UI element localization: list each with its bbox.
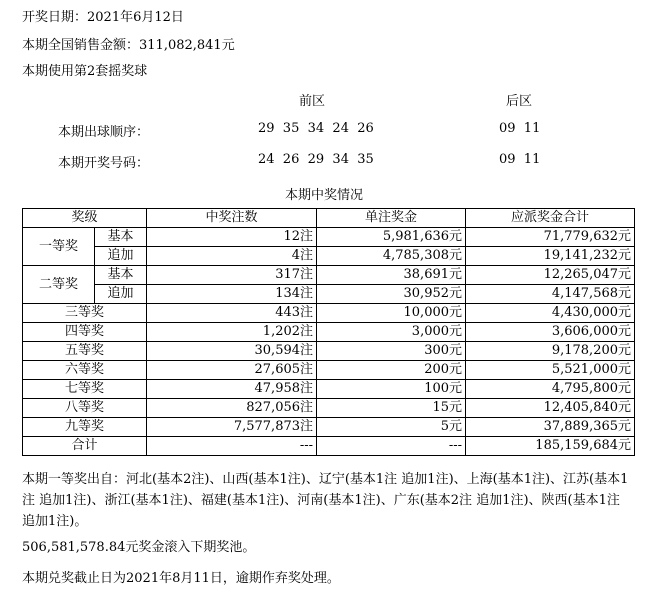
table-row	[23, 361, 635, 380]
table-header-row	[23, 209, 635, 228]
total-cell: 5,521,000元	[466, 361, 635, 380]
total-cell: 19,141,232元	[466, 247, 635, 266]
table-row	[23, 304, 635, 323]
table-sum-row	[23, 437, 635, 456]
sales-amount: 本期全国销售金额：311,082,841元	[22, 38, 235, 53]
count-cell: 7,577,873注	[147, 418, 317, 437]
back-zone-label: 后区	[506, 94, 533, 109]
prize-cell: 5元	[317, 418, 466, 437]
count-cell: ---	[147, 437, 317, 456]
count-cell: 1,202注	[147, 323, 317, 342]
count-cell: 27,605注	[147, 361, 317, 380]
draw-order-label: 本期出球顺序：	[58, 125, 150, 140]
header-prize: 单注奖金	[317, 209, 466, 228]
ball-set: 本期使用第2套摇奖球	[22, 64, 148, 79]
total-cell: 37,889,365元	[466, 418, 635, 437]
total-cell: 12,265,047元	[466, 266, 635, 285]
total-cell: 4,147,568元	[466, 285, 635, 304]
sub-level: 追加	[95, 247, 147, 266]
draw-order-back: 09 11	[499, 121, 541, 136]
prize-cell: 100元	[317, 380, 466, 399]
prize-cell: 10,000元	[317, 304, 466, 323]
count-cell: 4注	[147, 247, 317, 266]
first-prize-winners-note: 本期一等奖出自：河北(基本2注)、山西(基本1注)、辽宁(基本1注 追加1注)、上海(基本1注)、江苏(基本1注 追加1注)、浙江(基本1注)、福建(基本1注)、河南(基本1注)、广东(基本2注 追加1注)、陕西(基本1注 追加1注)。	[22, 472, 629, 529]
total-cell: 185,159,684元	[466, 437, 635, 456]
total-cell: 71,779,632元	[466, 228, 635, 247]
total-cell: 9,178,200元	[466, 342, 635, 361]
header-count: 中奖注数	[147, 209, 317, 228]
prize-cell: 38,691元	[317, 266, 466, 285]
level-label: 七等奖	[23, 380, 147, 399]
header-level: 奖级	[23, 209, 147, 228]
table-row	[23, 247, 635, 266]
draw-order-front: 29 35 34 24 26	[258, 121, 374, 136]
winning-numbers-back: 09 11	[499, 152, 541, 167]
prize-cell: 30,952元	[317, 285, 466, 304]
total-cell: 4,430,000元	[466, 304, 635, 323]
front-zone-label: 前区	[299, 94, 326, 109]
sum-label: 合计	[23, 437, 147, 456]
winning-numbers-front: 24 26 29 34 35	[258, 152, 374, 167]
count-cell: 30,594注	[147, 342, 317, 361]
count-cell: 317注	[147, 266, 317, 285]
prize-cell: 200元	[317, 361, 466, 380]
draw-date: 开奖日期：2021年6月12日	[22, 10, 184, 25]
sub-level: 基本	[95, 228, 147, 247]
table-row	[23, 285, 635, 304]
level-label: 三等奖	[23, 304, 147, 323]
table-row	[23, 266, 635, 285]
second-prize-label: 二等奖	[23, 266, 95, 304]
table-row	[23, 418, 635, 437]
level-rows	[23, 304, 635, 437]
total-cell: 4,795,800元	[466, 380, 635, 399]
prize-cell: 4,785,308元	[317, 247, 466, 266]
count-cell: 827,056注	[147, 399, 317, 418]
count-cell: 443注	[147, 304, 317, 323]
header-total: 应派奖金合计	[466, 209, 635, 228]
table-row	[23, 399, 635, 418]
prize-cell: 3,000元	[317, 323, 466, 342]
prize-cell: ---	[317, 437, 466, 456]
winning-numbers-label: 本期开奖号码：	[58, 156, 150, 171]
level-label: 四等奖	[23, 323, 147, 342]
table-row	[23, 342, 635, 361]
count-cell: 134注	[147, 285, 317, 304]
table-row	[23, 228, 635, 247]
level-label: 五等奖	[23, 342, 147, 361]
total-cell: 3,606,000元	[466, 323, 635, 342]
prize-cell: 15元	[317, 399, 466, 418]
total-cell: 12,405,840元	[466, 399, 635, 418]
prize-table	[22, 208, 635, 456]
sub-level: 追加	[95, 285, 147, 304]
level-label: 八等奖	[23, 399, 147, 418]
table-row	[23, 323, 635, 342]
rollover-note: 506,581,578.84元奖金滚入下期奖池。	[22, 540, 256, 555]
sub-level: 基本	[95, 266, 147, 285]
table-row	[23, 380, 635, 399]
level-label: 六等奖	[23, 361, 147, 380]
prize-table-title: 本期中奖情况	[285, 188, 364, 203]
first-prize-label: 一等奖	[23, 228, 95, 266]
count-cell: 12注	[147, 228, 317, 247]
count-cell: 47,958注	[147, 380, 317, 399]
prize-cell: 300元	[317, 342, 466, 361]
level-label: 九等奖	[23, 418, 147, 437]
prize-cell: 5,981,636元	[317, 228, 466, 247]
deadline-note: 本期兑奖截止日为2021年8月11日，逾期作弃奖处理。	[22, 571, 340, 586]
